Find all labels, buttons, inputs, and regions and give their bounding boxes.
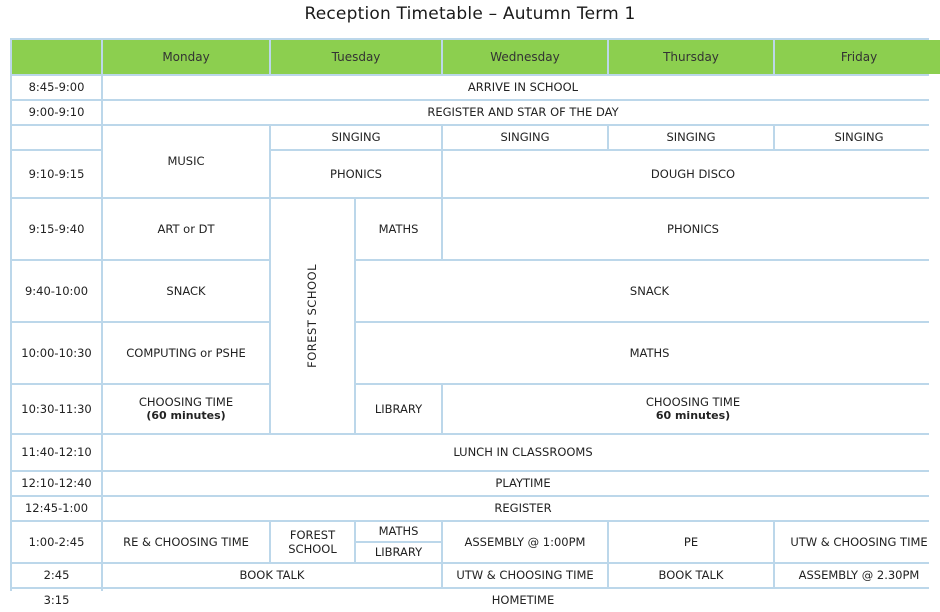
time-cell: 1:00-2:45 [12,522,101,562]
timetable [10,38,929,608]
time-cell: 10:30-11:30 [12,385,101,433]
snack-rest-cell: SNACK [356,261,940,321]
header-wednesday: Wednesday [443,40,607,74]
re-choosing-cell: RE & CHOOSING TIME [103,522,269,562]
header-tuesday: Tuesday [271,40,441,74]
computing-pshe-cell: COMPUTING or PSHE [103,323,269,383]
register-cell: REGISTER [103,497,940,520]
time-cell-empty [12,126,101,149]
maths-pm-cell: MATHS [356,522,441,541]
assembly-1pm-cell: ASSEMBLY @ 1:00PM [443,522,607,562]
forest-school-pm-cell: FOREST SCHOOL [271,522,354,562]
utw-choosing-friday-cell: UTW & CHOOSING TIME [775,522,940,562]
choosing-monday-duration: (60 minutes) [146,409,226,423]
choosing-monday-label: CHOOSING TIME [138,394,234,409]
singing-friday-cell: SINGING [775,126,940,149]
library-wednesday-cell: LIBRARY [356,385,441,433]
time-cell: 9:00-9:10 [12,101,101,124]
choosing-rest-label: CHOOSING TIME [645,394,741,409]
utw-choosing-wednesday-cell: UTW & CHOOSING TIME [443,564,607,587]
lunch-cell: LUNCH IN CLASSROOMS [103,435,940,470]
book-talk-monday-cell: BOOK TALK [103,564,441,587]
maths-library-pm-cell [356,522,441,562]
assembly-230-cell: ASSEMBLY @ 2.30PM [775,564,940,587]
forest-school-tuesday-cell [271,199,354,433]
forest-school-vertical-label: FOREST SCHOOL [305,264,320,368]
time-cell: 8:45-9:00 [12,76,101,99]
choosing-monday-cell [103,385,269,433]
header-thursday: Thursday [609,40,773,74]
time-cell: 11:40-12:10 [12,435,101,470]
singing-tuesday-cell: SINGING [271,126,441,149]
choosing-rest-cell [443,385,940,433]
hometime-cell: HOMETIME [103,589,940,612]
library-pm-cell: LIBRARY [356,543,441,562]
time-cell: 10:00-10:30 [12,323,101,383]
time-cell: 9:15-9:40 [12,199,101,259]
dough-disco-cell: DOUGH DISCO [443,151,940,197]
pe-cell: PE [609,522,773,562]
choosing-rest-duration: 60 minutes) [655,409,731,423]
book-talk-thursday-cell: BOOK TALK [609,564,773,587]
time-cell: 12:45-1:00 [12,497,101,520]
time-cell: 12:10-12:40 [12,472,101,495]
playtime-cell: PLAYTIME [103,472,940,495]
music-cell: MUSIC [103,126,269,197]
phonics-tuesday-cell: PHONICS [271,151,441,197]
header-monday: Monday [103,40,269,74]
phonics-thursday-cell: PHONICS [443,199,940,259]
register-star-cell: REGISTER AND STAR OF THE DAY [103,101,940,124]
snack-monday-cell: SNACK [103,261,269,321]
time-cell: 9:10-9:15 [12,151,101,197]
singing-wednesday-cell: SINGING [443,126,607,149]
maths-wednesday-am-cell: MATHS [356,199,441,259]
time-cell: 2:45 [12,564,101,587]
header-corner [12,40,101,74]
time-cell: 3:15 [12,589,101,612]
maths-rest-cell: MATHS [356,323,940,383]
arrive-cell: ARRIVE IN SCHOOL [103,76,940,99]
singing-thursday-cell: SINGING [609,126,773,149]
header-friday: Friday [775,40,940,74]
art-dt-cell: ART or DT [103,199,269,259]
page-title: Reception Timetable – Autumn Term 1 [304,4,636,24]
time-cell: 9:40-10:00 [12,261,101,321]
